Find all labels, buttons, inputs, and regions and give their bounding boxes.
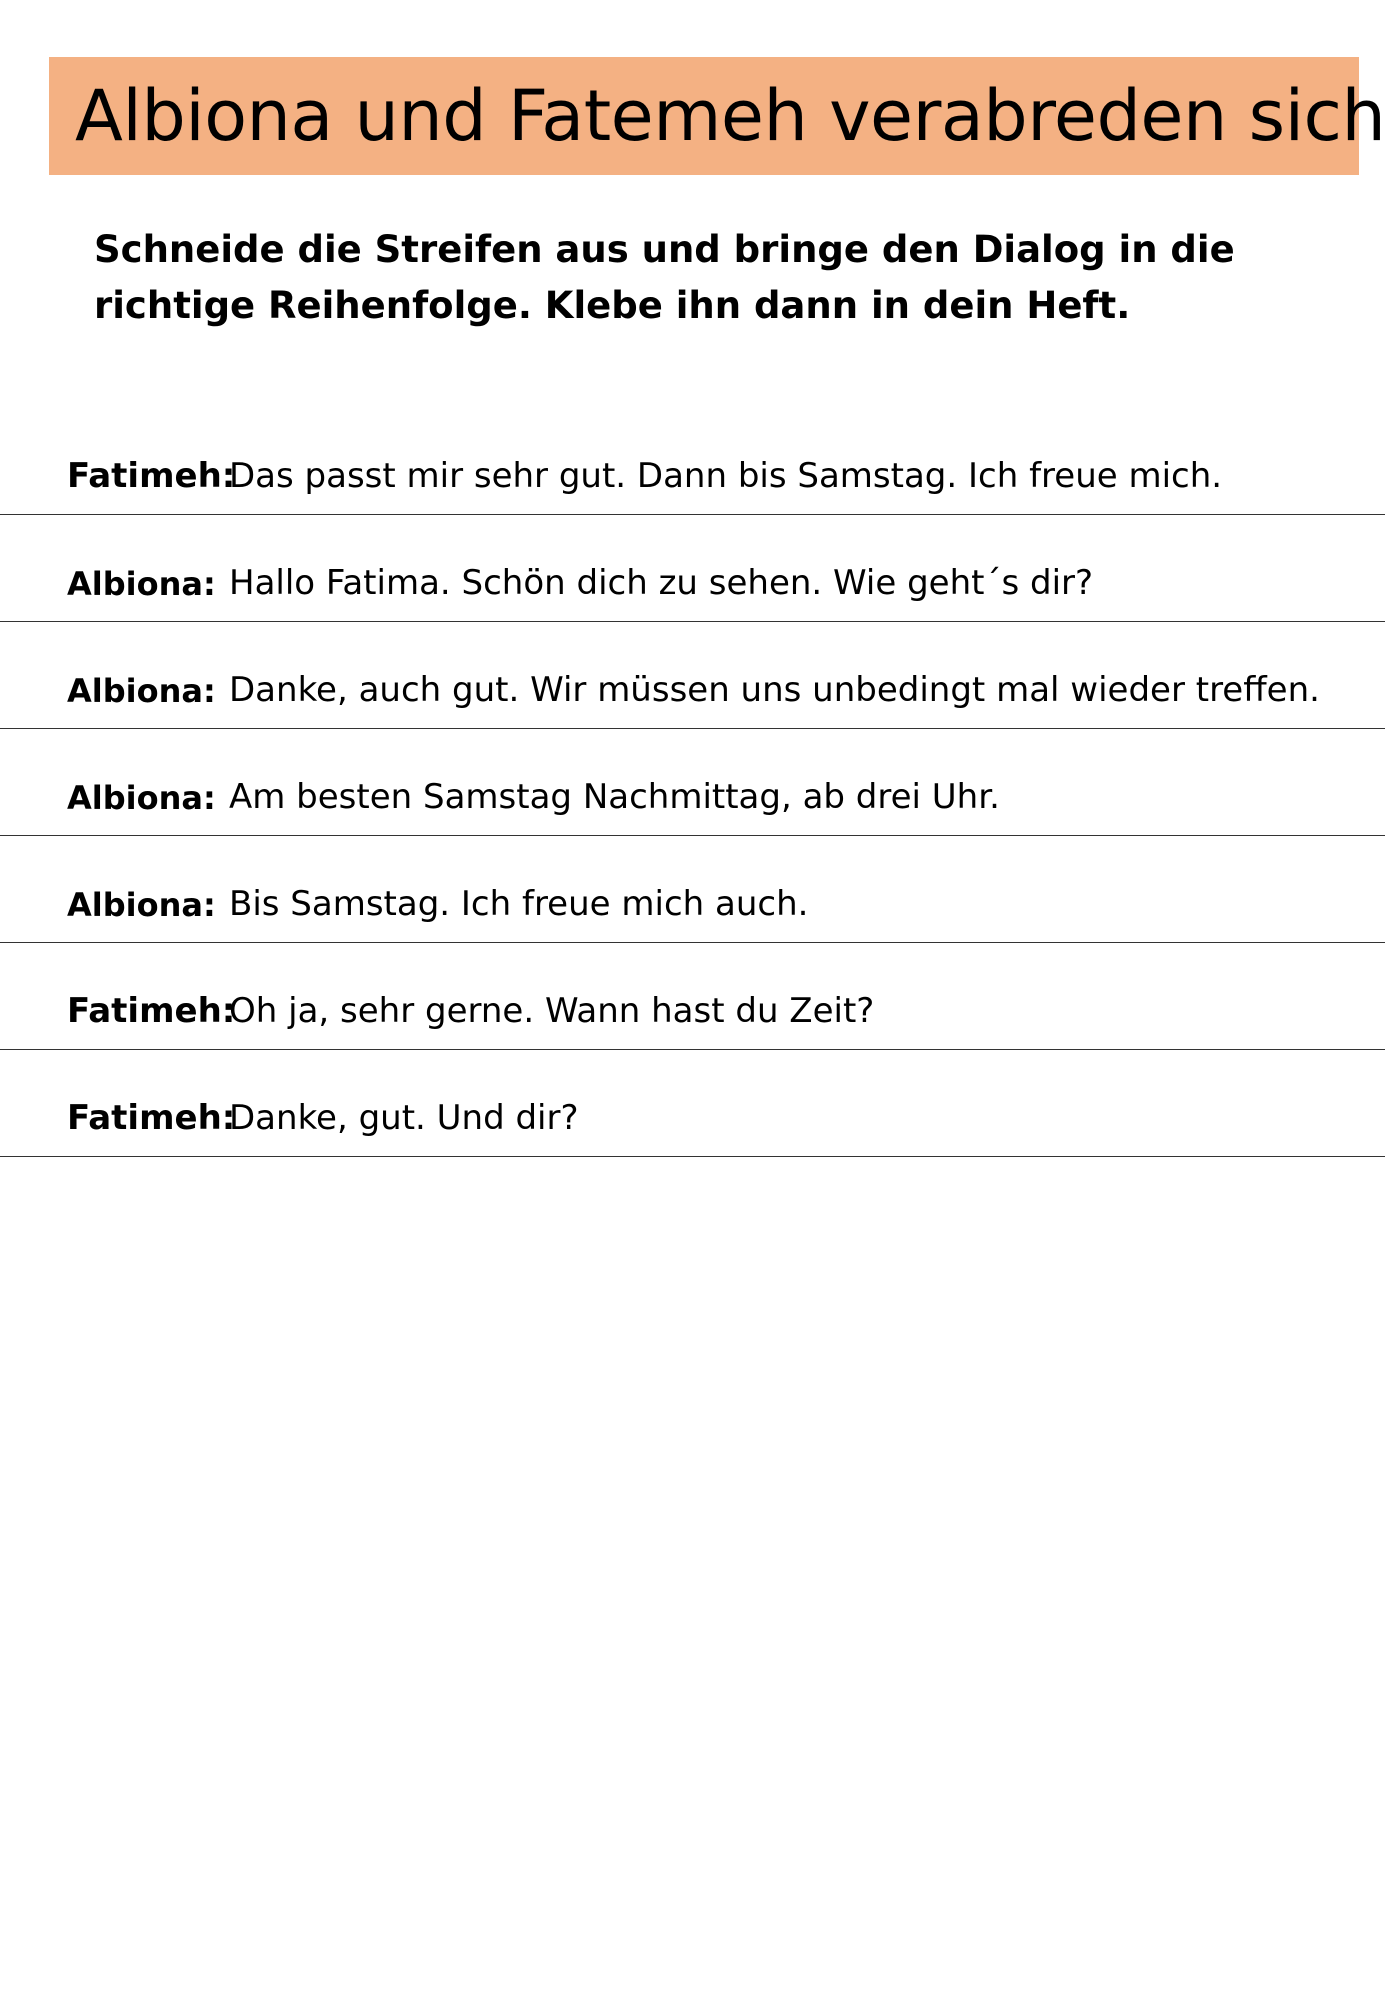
- instruction-text: Schneide die Streifen aus und bringe den Dialog in die richtige Reihenfolge. Klebe ihn dann in dein Heft.: [94, 228, 1235, 327]
- dialog-line: Das passt mir sehr gut. Dann bis Samstag. Ich freue mich.: [229, 456, 1223, 496]
- dialog-strip: [0, 836, 1385, 943]
- speaker-label: Fatimeh:: [67, 456, 236, 496]
- dialog-line: Danke, gut. Und dir?: [229, 1098, 579, 1138]
- speaker-label: Albiona:: [67, 672, 216, 710]
- title-banner: [49, 57, 1385, 175]
- dialog-line: Am besten Samstag Nachmittag, ab drei Uhr.: [229, 777, 1000, 817]
- dialog-line: Hallo Fatima. Schön dich zu sehen. Wie geht´s dir?: [229, 563, 1094, 603]
- dialog-strip-list: [0, 408, 1385, 1157]
- dialog-strip: [0, 1050, 1385, 1157]
- dialog-strip: [0, 515, 1385, 622]
- dialog-strip: [0, 943, 1385, 1050]
- speaker-label: Albiona:: [67, 886, 216, 924]
- dialog-line: Danke, auch gut. Wir müssen uns unbedingt mal wieder treffen.: [229, 670, 1320, 710]
- dialog-strip: [0, 622, 1385, 729]
- dialog-strip: [0, 729, 1385, 836]
- page-title: Albiona und Fatemeh verabreden sich: [75, 75, 1385, 157]
- speaker-label: Fatimeh:: [67, 991, 236, 1031]
- speaker-label: Fatimeh:: [67, 1098, 236, 1138]
- speaker-label: Albiona:: [67, 565, 216, 603]
- dialog-line: Oh ja, sehr gerne. Wann hast du Zeit?: [229, 991, 875, 1031]
- dialog-strip: [0, 408, 1385, 515]
- speaker-label: Albiona:: [67, 779, 216, 817]
- dialog-line: Bis Samstag. Ich freue mich auch.: [229, 884, 809, 924]
